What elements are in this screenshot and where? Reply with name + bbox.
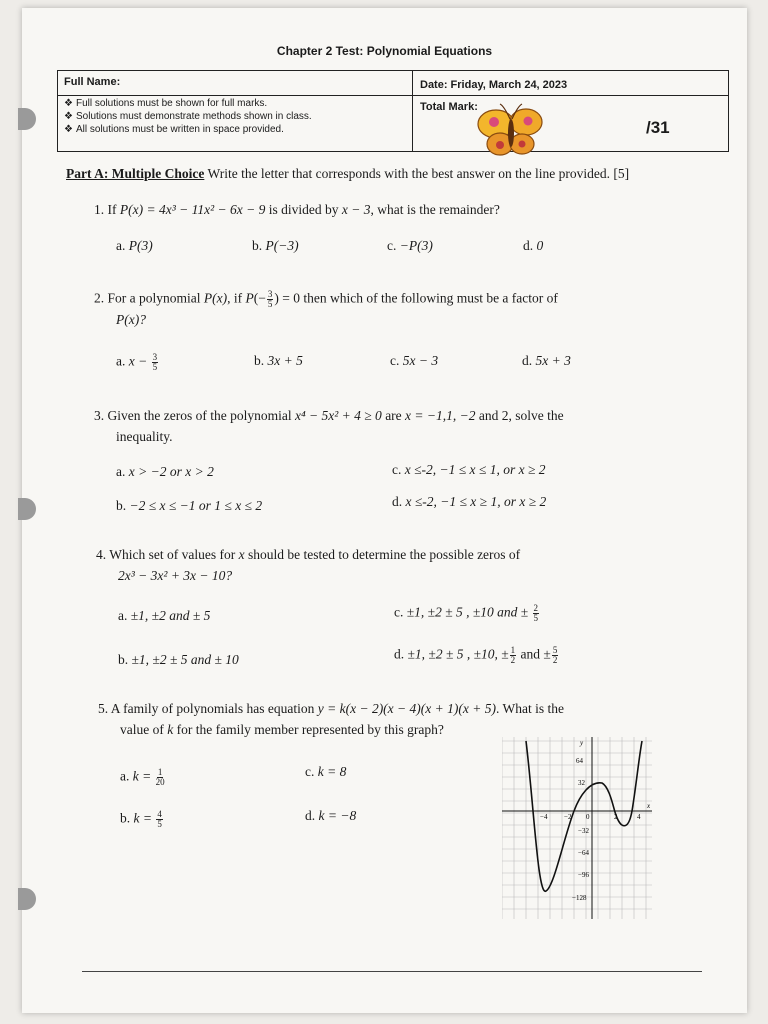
instruction-item: ❖ Full solutions must be shown for full marks.: [64, 98, 268, 109]
q4-option-a: a. ±1, ±2 and ± 5: [118, 608, 211, 623]
y-tick-label: −32: [578, 827, 589, 835]
binder-hole: [18, 108, 36, 130]
test-paper: [22, 8, 747, 1013]
question-2: 2. For a polynomial P(x), if P(− $\frac{3}{5}$ ) = 0 then which of the following must be a factor of: [94, 289, 558, 309]
x-tick-label: 4: [637, 813, 641, 821]
y-tick-label: −64: [578, 849, 589, 857]
question-1: 1. If P(x) = 4x³ − 11x² − 6x − 9 is divided by x − 3, what is the remainder?: [94, 202, 500, 217]
q5-option-a: a. k = $\frac{1}{20}$: [120, 767, 165, 787]
q5-option-d: d. k = −8: [305, 808, 357, 823]
q1-option-d: d. 0: [523, 238, 544, 253]
q2-option-c: c. 5x − 3: [390, 353, 439, 368]
question-4-line2: 2x³ − 3x² + 3x − 10?: [118, 568, 233, 583]
y-tick-label: −128: [572, 894, 587, 902]
q5-option-c: c. k = 8: [305, 764, 347, 779]
x-tick-label: −4: [540, 813, 548, 821]
y-tick-label: 32: [578, 779, 585, 787]
header-table: [57, 70, 729, 152]
instruction-item: ❖ All solutions must be written in space provided.: [64, 124, 284, 135]
part-a-instruction: Write the letter that corresponds with the best answer on the line provided. [5]: [207, 166, 630, 181]
q3-option-d: d. x ≤-2, −1 ≤ x ≥ 1, or x ≥ 2: [392, 494, 547, 509]
q3-option-c: c. x ≤-2, −1 ≤ x ≤ 1, or x ≥ 2: [392, 462, 546, 477]
polynomial-graph: [502, 737, 652, 919]
date-label: Date: Friday, March 24, 2023: [420, 79, 568, 91]
binder-hole: [18, 888, 36, 910]
x-tick-label: 0: [586, 813, 590, 821]
full-name-label: Full Name:: [64, 76, 121, 88]
y-axis-label: y: [580, 739, 584, 747]
q4-option-b: b. ±1, ±2 ± 5 and ± 10: [118, 652, 239, 667]
question-5-line2: value of k for the family member represented by this graph?: [120, 722, 444, 737]
x-axis-label: x: [647, 802, 651, 810]
y-tick-label: 64: [576, 757, 583, 765]
q3-option-a: a. x > −2 or x > 2: [116, 464, 214, 479]
question-5: 5. A family of polynomials has equation y = k(x − 2)(x − 4)(x + 1)(x + 5). What is the: [98, 701, 564, 716]
q1-option-c: c. −P(3): [387, 238, 433, 253]
q1-option-a: a. P(3): [116, 238, 153, 253]
x-tick-label: 2: [614, 813, 618, 821]
q3-option-b: b. −2 ≤ x ≤ −1 or 1 ≤ x ≤ 2: [116, 498, 263, 513]
y-tick-label: −96: [578, 871, 589, 879]
instruction-item: ❖ Solutions must demonstrate methods shown in class.: [64, 111, 312, 122]
q2-option-d: d. 5x + 3: [522, 353, 571, 368]
q5-option-b: b. k = $\frac{4}{5}$: [120, 809, 162, 829]
q1-option-b: b. P(−3): [252, 238, 299, 253]
total-mark-value: /31: [646, 118, 670, 137]
question-3: 3. Given the zeros of the polynomial x⁴ − 5x² + 4 ≥ 0 are x = −1,1, −2 and 2, solve the: [94, 408, 564, 423]
question-3-line2: inequality.: [116, 429, 173, 444]
q2-option-a: a. x − $\frac{3}{5}$: [116, 352, 158, 372]
question-2-line2: P(x)?: [116, 312, 146, 327]
x-tick-label: −2: [564, 813, 572, 821]
question-4: 4. Which set of values for x should be tested to determine the possible zeros of: [96, 547, 521, 562]
q4-option-d: d. ±1, ±2 ± 5 , ±10, ± $\frac{1}{2}$ and ± $\frac{5}{2}$: [394, 645, 558, 665]
butterfly-sticker-icon: [476, 102, 546, 162]
binder-hole: [18, 498, 36, 520]
page-title: Chapter 2 Test: Polynomial Equations: [276, 44, 493, 58]
q2-option-b: b. 3x + 5: [254, 353, 303, 368]
total-mark-label: Total Mark:: [420, 101, 478, 113]
q4-option-c: c. ±1, ±2 ± 5 , ±10 and ± $\frac{2}{5}$: [394, 603, 539, 623]
page-bottom-line: [82, 971, 702, 972]
part-a-heading: Part A: Multiple Choice Write the letter that corresponds with the best answer on the line provided. [5]: [66, 166, 630, 181]
